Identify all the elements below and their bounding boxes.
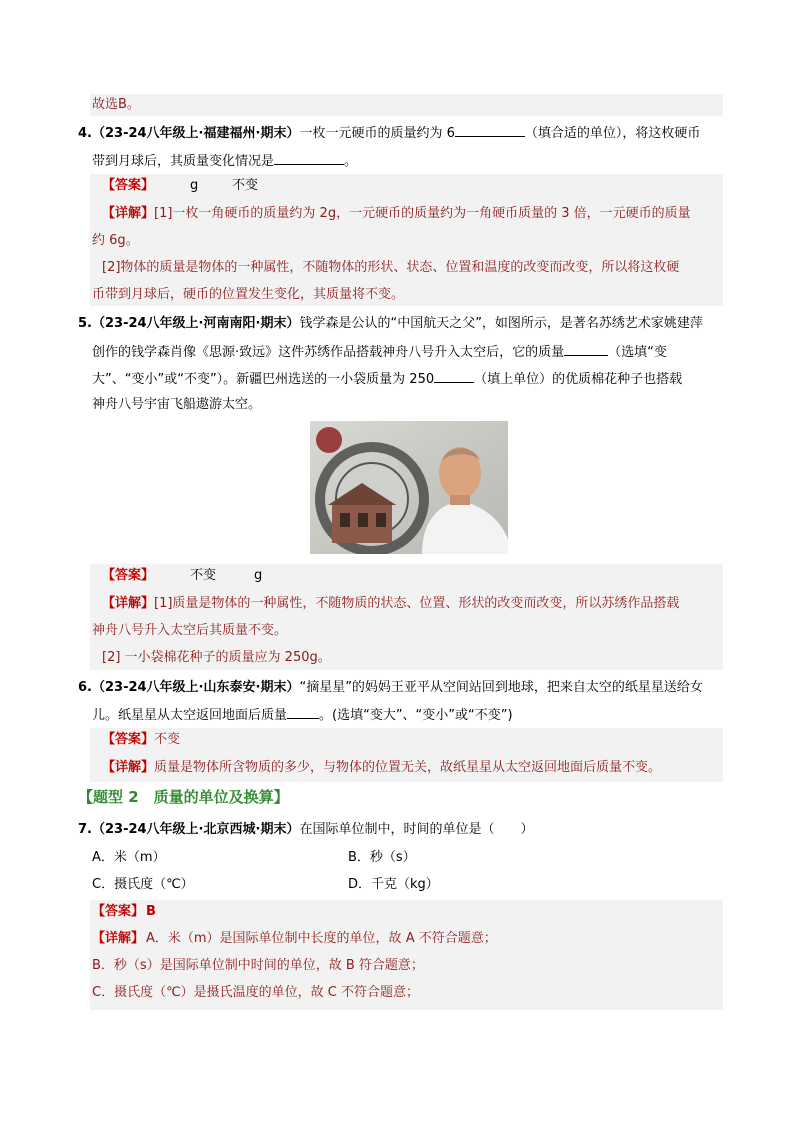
question-text: 。: [344, 154, 358, 169]
answer-label: 【答案】: [102, 568, 155, 583]
detail-text: [1]质量是物体的一种属性，不随物质的状态、位置、形状的改变而改变，所以苏绣作品搭载: [154, 596, 680, 611]
detail-text: 币带到月球后，硬币的位置发生变化，其质量将不变。: [92, 287, 405, 302]
question-source: （23-24八年级上·北京西城·期末）: [91, 822, 300, 837]
question-source: （23-24八年级上·河南南阳·期末）: [91, 316, 300, 331]
option-b[interactable]: B．秒（s）: [348, 850, 416, 865]
question-5-line4: [92, 397, 261, 413]
question-7: [78, 822, 533, 838]
question-text: 创作的钱学森肖像《思源·致远》这件苏绣作品搭载神舟八号升入太空后，它的质量: [92, 345, 565, 360]
detail-label: 【详解】: [102, 596, 155, 611]
answer-block-q5: [90, 564, 723, 670]
detail-label: 【详解】: [92, 931, 145, 946]
question-number: 5.: [78, 316, 92, 331]
option-c[interactable]: C．摄氏度（℃）: [92, 877, 194, 892]
answer-label: 【答案】: [92, 904, 145, 919]
answer-label: 【答案】: [102, 178, 155, 193]
answer-block-q4: [90, 174, 723, 306]
question-5: [78, 316, 703, 332]
answer-value: B: [146, 904, 156, 919]
answer-value: 不变: [190, 568, 217, 583]
question-text: （填上单位）的优质棉花种子也搭载: [474, 372, 683, 387]
question-source: （23-24八年级上·山东泰安·期末）: [91, 680, 300, 695]
detail-text: 约 6g。: [92, 233, 139, 248]
answer-blank[interactable]: [274, 152, 344, 165]
answer-value: g: [254, 568, 263, 583]
question-text: 一枚一元硬币的质量约为 6: [299, 126, 455, 141]
detail-text: [2]物体的质量是物体的一种属性，不随物体的形状、状态、位置和温度的改变而改变，所以将这枚硬: [102, 260, 680, 275]
detail-text: A．米（m）是国际单位制中长度的单位，故 A 不符合题意；: [146, 931, 497, 946]
question-text: “摘星星”的妈妈王亚平从空间站回到地球，把来自太空的纸星星送给女: [299, 680, 703, 695]
answer-block-q7: [90, 900, 723, 1010]
question-text: （选填“变: [608, 345, 667, 360]
detail-label: 【详解】: [102, 760, 155, 775]
answer-value: 不变: [154, 732, 181, 747]
question-text: 带到月球后，其质量变化情况是: [92, 154, 275, 169]
answer-value: 不变: [232, 178, 259, 193]
question-5-line2: [92, 343, 667, 361]
option-a[interactable]: A．米（m）: [92, 850, 166, 865]
detail-text: C．摄氏度（℃）是摄氏温度的单位，故 C 不符合题意；: [92, 985, 420, 1000]
question-6-line2: [92, 706, 513, 724]
question-number: 4.: [78, 126, 92, 141]
question-4: [78, 124, 700, 142]
answer-label: 【答案】: [102, 732, 155, 747]
question-number: 6.: [78, 680, 92, 695]
answer-value: g: [190, 178, 199, 193]
detail-text: [2] 一小袋棉花种子的质量应为 250g。: [102, 650, 331, 665]
answer-blank[interactable]: [287, 706, 319, 719]
question-text: 在国际单位制中，时间的单位是（ ）: [299, 822, 534, 837]
section-title: 【题型 2 质量的单位及换算】: [78, 788, 289, 806]
question-text: 。(选填“变大”、“变小”或“不变”): [319, 708, 513, 723]
answer-blank[interactable]: [564, 343, 608, 356]
answer-block-q6: [90, 728, 723, 782]
question-number: 7.: [78, 822, 92, 837]
question-text: 儿。纸星星从太空返回地面后质量: [92, 708, 288, 723]
detail-text: B．秒（s）是国际单位制中时间的单位，故 B 符合题意；: [92, 958, 424, 973]
question-text: 钱学森是公认的“中国航天之父”，如图所示，是著名苏绣艺术家姚建萍: [299, 316, 703, 331]
question-text: 大”、“变小”或“不变”）。新疆巴州选送的一小袋质量为 250: [92, 372, 435, 387]
conclusion-text: 故选B。: [92, 97, 140, 112]
answer-blank[interactable]: [434, 370, 474, 383]
question-4-line2: [92, 152, 357, 170]
question-text: 神舟八号宇宙飞船遨游太空。: [92, 397, 262, 412]
portrait-photo: [310, 421, 508, 554]
option-d[interactable]: D．千克（kg）: [348, 877, 439, 892]
detail-text: 质量是物体所含物质的多少，与物体的位置无关，故纸星星从太空返回地面后质量不变。: [154, 760, 662, 775]
question-text: （填合适的单位），将这枚硬币: [524, 126, 701, 141]
answer-blank[interactable]: [455, 124, 525, 137]
detail-label: 【详解】: [102, 206, 155, 221]
question-source: （23-24八年级上·福建福州·期末）: [91, 126, 300, 141]
detail-text: 神舟八号升入太空后其质量不变。: [92, 623, 288, 638]
answer-block-q3-tail: [90, 94, 723, 116]
question-6: [78, 680, 703, 696]
detail-text: [1]一枚一角硬币的质量约为 2g，一元硬币的质量约为一角硬币质量的 3 倍，一元硬币的质量: [154, 206, 691, 221]
question-5-line3: [92, 370, 682, 388]
